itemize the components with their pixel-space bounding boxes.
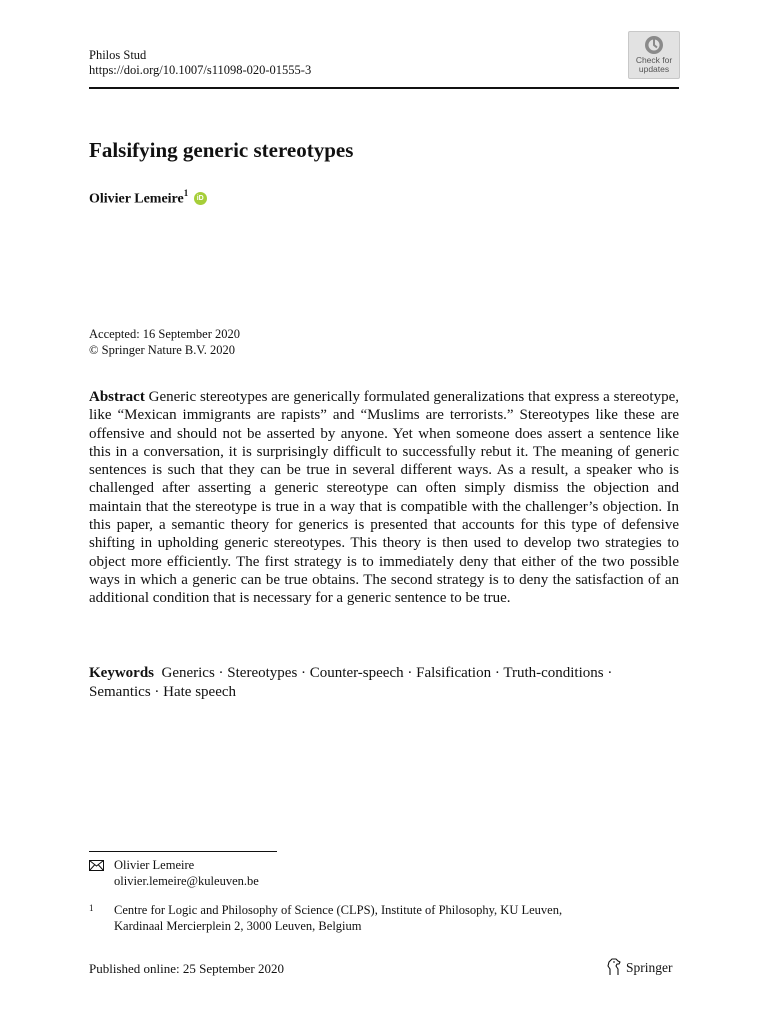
envelope-icon bbox=[89, 860, 104, 871]
running-header bbox=[89, 48, 679, 88]
author-affiliation-marker: 1 bbox=[183, 188, 189, 198]
publisher-name: Springer bbox=[626, 960, 673, 975]
author-line bbox=[89, 189, 207, 208]
affiliation-number: 1 bbox=[89, 903, 94, 913]
author-name[interactable]: Olivier Lemeire bbox=[89, 191, 184, 207]
article-dates bbox=[89, 327, 240, 358]
doi-link[interactable]: https://doi.org/10.1007/s11098-020-01555-3 bbox=[89, 63, 312, 77]
abstract-text: Generic stereotypes are generically formulated generalizations that express a stereotype, like “Mexican immigrants are rapists” and “Muslims are terrorists.” Stereotypes like these are offensive and should not be asserted by anyone. Yet when someone does assert a sentence like this in a conversation, it is surprisingly difficult to successfully rebut it. The meaning of generic sentences is such that they can be true in several different ways. As a result, a speaker who is challenged after asserting a generic stereotype can often simply dismiss the objection and maintain that the stereotype is true in a way that is compatible with the challenger’s objection. In this paper, a semantic theory for generics is presented that accounts for this type of defensive shifting in upholding generic stereotypes. This theory is then used to develop two strategies to object more efficiently. The first strategy is to immediately deny that either of the two possible ways in which a generic can be true obtains. The second strategy is to deny the satisfaction of an additional condition that is necessary for a generic sentence to be true. bbox=[89, 389, 680, 607]
check-for-updates-badge[interactable] bbox=[628, 31, 680, 79]
published-online-date: Published online: 25 September 2020 bbox=[89, 961, 284, 976]
article-title: Falsifying generic stereotypes bbox=[89, 138, 354, 162]
springer-horse-icon bbox=[606, 958, 622, 976]
affiliation-text bbox=[114, 902, 674, 934]
badge-text bbox=[629, 56, 679, 74]
badge-line-2: updates bbox=[638, 64, 670, 74]
corresponding-author-details bbox=[114, 858, 259, 889]
orcid-label: iD bbox=[196, 194, 204, 202]
footnote-rule bbox=[89, 851, 277, 852]
abstract-label: Abstract bbox=[89, 389, 145, 405]
corresponding-author-email[interactable]: olivier.lemeire@kuleuven.be bbox=[114, 873, 259, 888]
journal-name: Philos Stud bbox=[89, 48, 147, 62]
orcid-icon[interactable] bbox=[194, 192, 207, 205]
accepted-date: Accepted: 16 September 2020 bbox=[89, 327, 240, 341]
corresponding-author-name: Olivier Lemeire bbox=[114, 858, 195, 872]
keywords-label: Keywords bbox=[89, 665, 154, 681]
abstract bbox=[89, 388, 679, 608]
badge-line-1: Check for bbox=[635, 55, 673, 65]
keywords-text: Generics · Stereotypes · Counter-speech · Falsification · Truth-conditions · Semantics · Hate speech bbox=[89, 665, 613, 700]
check-for-updates-icon bbox=[644, 35, 664, 55]
affiliation-line-1: Centre for Logic and Philosophy of Science (CLPS), Institute of Philosophy, KU Leuven, bbox=[114, 903, 563, 917]
keywords bbox=[89, 664, 629, 702]
header-rule bbox=[89, 87, 679, 89]
affiliation-line-2: Kardinaal Mercierplein 2, 3000 Leuven, Belgium bbox=[114, 919, 362, 933]
copyright-line: © Springer Nature B.V. 2020 bbox=[89, 342, 236, 357]
